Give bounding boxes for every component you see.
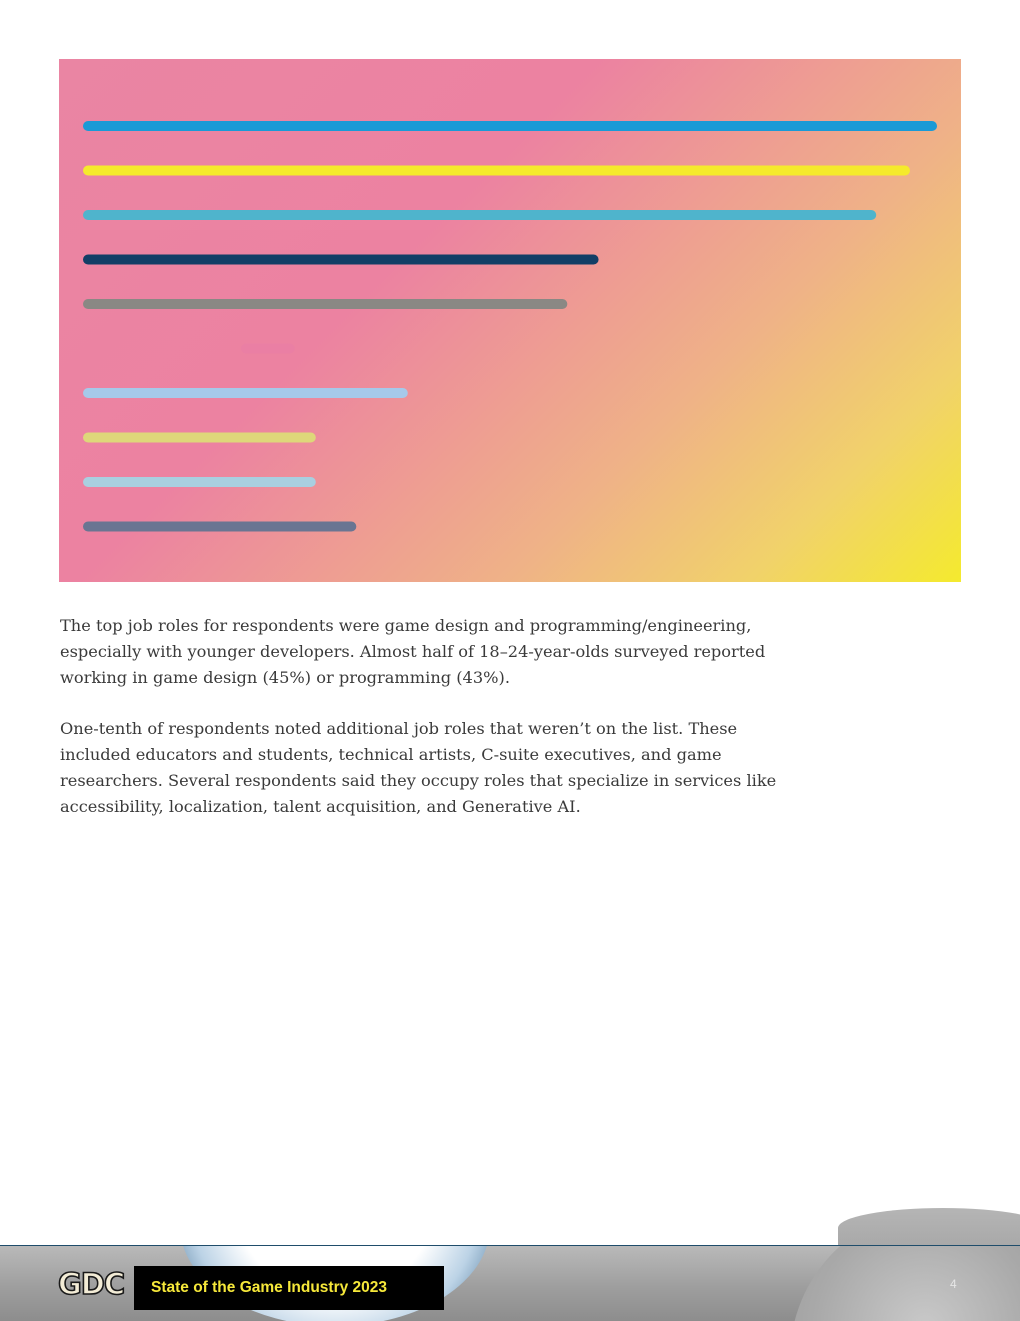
moon-graphic-lower xyxy=(790,1245,1020,1321)
body-text xyxy=(60,613,800,846)
report-title-box xyxy=(134,1266,444,1310)
paragraph-additional-roles: One-tenth of respondents noted additional job roles that weren’t on the list. These included educators and students, technical artists, C-suite executives, and game researchers. Several respondents said they occupy roles that specialize in services like accessibility, localization, talent acquisition, and Generative AI. xyxy=(60,719,777,816)
bar-chart xyxy=(59,59,961,582)
page-number: 4 xyxy=(950,1277,957,1291)
moon-graphic xyxy=(838,1208,1020,1248)
logo-text: GDC xyxy=(58,1267,125,1301)
report-title: State of the Game Industry 2023 xyxy=(151,1279,388,1296)
bar-chart-panel xyxy=(59,59,961,582)
gdc-logo xyxy=(58,1268,124,1300)
paragraph-job-roles: The top job roles for respondents were game design and programming/engineering, especially with younger developers. Almost half of 18–24-year-olds surveyed reported working in game design (45%) or programming (43%). xyxy=(60,616,766,687)
